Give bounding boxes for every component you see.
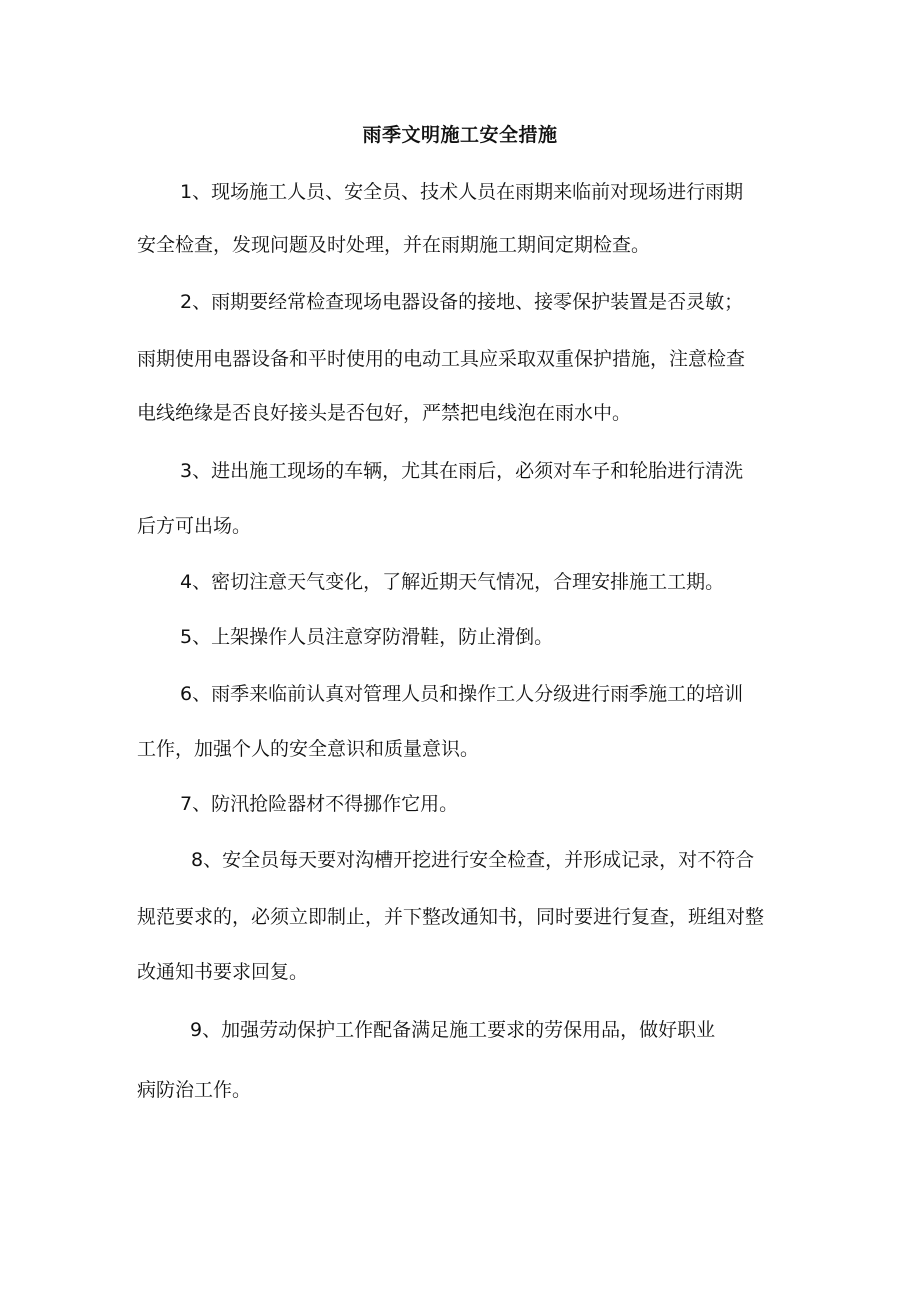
item-8-line-3: 改通知书要求回复。 — [137, 961, 309, 983]
item-8-line-2: 规范要求的，必须立即制止，并下整改通知书，同时要进行复查，班组对整 — [137, 906, 765, 928]
item-9-line-1: 9、加强劳动保护工作配备满足施工要求的劳保用品，做好职业 — [190, 1019, 716, 1041]
item-2-line-2: 雨期使用电器设备和平时使用的电动工具应采取双重保护措施，注意检查 — [137, 348, 746, 370]
item-6-line-2: 工作，加强个人的安全意识和质量意识。 — [137, 738, 480, 760]
item-7-line-1: 7、防汛抢险器材不得挪作它用。 — [180, 793, 459, 815]
item-2-line-1: 2、雨期要经常检查现场电器设备的接地、接零保护装置是否灵敏； — [180, 291, 744, 313]
item-1-line-2: 安全检查，发现问题及时处理，并在雨期施工期间定期检查。 — [137, 234, 651, 256]
item-4-line-1: 4、密切注意天气变化，了解近期天气情况，合理安排施工工期。 — [180, 571, 725, 593]
item-2-line-3: 电线绝缘是否良好接头是否包好，严禁把电线泡在雨水中。 — [137, 402, 632, 424]
item-6-line-1: 6、雨季来临前认真对管理人员和操作工人分级进行雨季施工的培训 — [180, 683, 744, 705]
item-9-line-2: 病防治工作。 — [137, 1079, 252, 1101]
document-title: 雨季文明施工安全措施 — [362, 124, 558, 146]
item-3-line-2: 后方可出场。 — [137, 515, 252, 537]
item-1-line-1: 1、现场施工人员、安全员、技术人员在雨期来临前对现场进行雨期 — [180, 181, 744, 203]
item-3-line-1: 3、进出施工现场的车辆，尤其在雨后，必须对车子和轮胎进行清洗 — [180, 460, 744, 482]
item-8-line-1: 8、安全员每天要对沟槽开挖进行安全检查，并形成记录，对不符合 — [191, 849, 755, 871]
item-5-line-1: 5、上架操作人员注意穿防滑鞋，防止滑倒。 — [180, 626, 554, 648]
